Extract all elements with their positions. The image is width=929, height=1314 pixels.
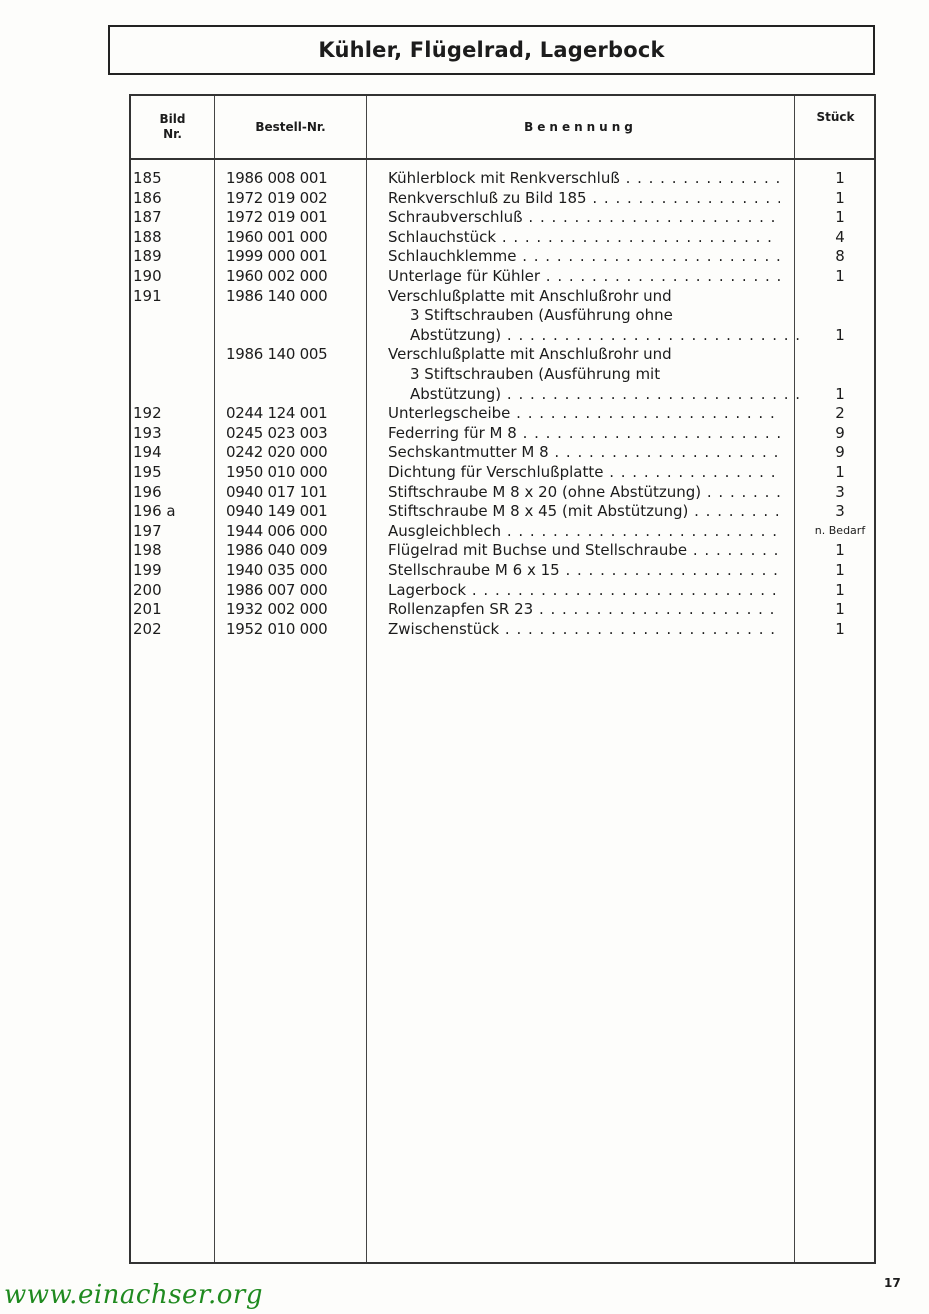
dot-leader	[687, 541, 780, 559]
header-bild-line1: Bild	[159, 112, 186, 126]
table-row	[0, 305, 929, 325]
bild-nr-cell: 185	[133, 169, 162, 187]
table-row	[0, 344, 929, 364]
benennung-text: Renkverschluß zu Bild 185	[388, 188, 587, 207]
benennung-text: Sechskantmutter M 8	[388, 443, 549, 462]
benennung-cell	[388, 482, 780, 502]
benennung-text: Schlauchklemme	[388, 247, 517, 266]
stueck-cell: 9	[835, 423, 845, 442]
benennung-text: Schlauchstück	[388, 227, 497, 246]
table-row	[0, 540, 929, 560]
stueck-cell: 1	[835, 619, 845, 638]
bestell-nr-cell: 0940 149 001	[226, 502, 328, 521]
benennung-text: Unterlegscheibe	[388, 404, 511, 423]
dot-leader	[620, 169, 780, 187]
benennung-text: Lagerbock	[388, 580, 467, 599]
header-bild-nr	[131, 96, 214, 158]
bild-nr-cell: 196 a	[133, 502, 176, 521]
benennung-text: Verschlußplatte mit Anschlußrohr und	[388, 345, 672, 364]
benennung-text: Stiftschraube M 8 x 45 (mit Abstützung)	[388, 502, 689, 521]
bestell-nr-cell: 1940 035 000	[226, 561, 328, 579]
bestell-nr-cell: 1972 019 002	[226, 188, 328, 207]
table-row	[0, 403, 929, 423]
bild-nr-cell: 196	[133, 482, 162, 501]
bestell-nr-cell: 1986 040 009	[226, 541, 328, 560]
header-bild-line2: Nr.	[163, 127, 182, 141]
page-number: 17	[884, 1276, 901, 1290]
benennung-cell	[410, 384, 802, 404]
benennung-cell	[388, 599, 780, 619]
bild-nr-cell: 201	[133, 600, 162, 619]
benennung-cell	[388, 207, 780, 227]
dot-leader	[499, 620, 780, 638]
stueck-cell: 4	[835, 227, 845, 246]
benennung-cell	[388, 462, 780, 482]
dot-leader	[603, 463, 780, 481]
table-row	[0, 168, 929, 188]
benennung-cell	[388, 286, 780, 306]
dot-leader	[501, 326, 802, 344]
bild-nr-cell: 192	[133, 404, 162, 423]
bild-nr-cell: 191	[133, 286, 162, 305]
benennung-cell	[410, 305, 802, 325]
stueck-cell: 9	[835, 443, 845, 462]
bild-nr-cell: 200	[133, 580, 162, 599]
benennung-cell	[410, 325, 802, 345]
bild-nr-cell: 190	[133, 267, 162, 285]
stueck-cell: 1	[835, 600, 845, 619]
benennung-cell	[388, 188, 780, 208]
bestell-nr-cell: 1960 002 000	[226, 267, 328, 285]
dot-leader	[516, 247, 780, 265]
benennung-text: Verschlußplatte mit Anschlußrohr und	[388, 286, 672, 305]
benennung-cell	[388, 560, 780, 580]
benennung-text: Ausgleichblech	[388, 521, 502, 540]
table-row	[0, 325, 929, 345]
bild-nr-cell: 197	[133, 521, 162, 540]
table-row	[0, 384, 929, 404]
table-row	[0, 266, 929, 286]
bild-nr-cell: 186	[133, 188, 162, 207]
bestell-nr-cell: 1986 007 000	[226, 580, 328, 599]
dot-leader	[517, 424, 780, 442]
bild-nr-cell: 198	[133, 541, 162, 560]
benennung-cell	[388, 227, 780, 247]
page-title: Kühler, Flügelrad, Lagerbock	[318, 38, 665, 62]
benennung-cell	[388, 168, 780, 188]
benennung-cell	[388, 619, 780, 639]
benennung-text: 3 Stiftschrauben (Ausführung mit	[410, 365, 661, 383]
title-box	[108, 25, 875, 75]
table-row	[0, 207, 929, 227]
bestell-nr-cell: 1952 010 000	[226, 619, 328, 638]
stueck-cell: 2	[835, 404, 845, 423]
table-row	[0, 246, 929, 266]
bestell-nr-cell: 1944 006 000	[226, 521, 328, 540]
bestell-nr-cell: 0244 124 001	[226, 404, 328, 423]
header-benennung: Benennung	[524, 119, 637, 134]
bild-nr-cell: 195	[133, 463, 162, 481]
stueck-cell: 1	[835, 325, 845, 344]
bild-nr-cell: 194	[133, 443, 162, 462]
benennung-text: Dichtung für Verschlußplatte	[388, 463, 604, 481]
table-row	[0, 501, 929, 521]
stueck-cell: 1	[835, 267, 845, 285]
stueck-cell: 1	[835, 208, 845, 227]
bestell-nr-cell: 1950 010 000	[226, 463, 328, 481]
benennung-cell	[410, 364, 802, 384]
bild-nr-cell: 188	[133, 227, 162, 246]
bild-nr-cell: 202	[133, 619, 162, 638]
header-stueck: Stück	[816, 110, 855, 124]
benennung-text: Abstützung)	[410, 325, 502, 344]
bestell-nr-cell: 1999 000 001	[226, 247, 328, 266]
table-row	[0, 482, 929, 502]
stueck-cell: 1	[835, 463, 845, 481]
bestell-nr-cell: 1932 002 000	[226, 600, 328, 619]
header-bestell-nr: Bestell-Nr.	[255, 119, 326, 134]
table-row	[0, 227, 929, 247]
bestell-nr-cell: 1986 008 001	[226, 169, 328, 187]
benennung-cell	[388, 580, 780, 600]
bild-nr-cell: 193	[133, 423, 162, 442]
benennung-text: Federring für M 8	[388, 423, 517, 442]
benennung-text: Zwischenstück	[388, 619, 500, 638]
bild-nr-cell: 189	[133, 247, 162, 266]
stueck-cell: 1	[835, 188, 845, 207]
stueck-cell: 1	[835, 541, 845, 560]
dot-leader	[688, 502, 780, 520]
dot-leader	[587, 189, 780, 207]
benennung-text: Kühlerblock mit Renkverschluß	[388, 169, 620, 187]
benennung-text: Unterlage für Kühler	[388, 267, 541, 285]
bild-nr-cell: 199	[133, 561, 162, 579]
benennung-cell	[388, 403, 780, 423]
benennung-text: Rollenzapfen SR 23	[388, 600, 534, 619]
table-row	[0, 188, 929, 208]
benennung-cell	[388, 266, 780, 286]
table-row	[0, 560, 929, 580]
dot-leader	[466, 581, 780, 599]
benennung-cell	[388, 423, 780, 443]
benennung-cell	[388, 442, 780, 462]
bestell-nr-cell: 1986 140 000	[226, 286, 328, 305]
table-row	[0, 619, 929, 639]
dot-leader	[496, 228, 780, 246]
bestell-nr-cell: 1986 140 005	[226, 345, 328, 364]
table-row	[0, 521, 929, 541]
stueck-cell: 1	[835, 580, 845, 599]
table-row	[0, 599, 929, 619]
stueck-cell: 8	[835, 247, 845, 266]
dot-leader	[533, 600, 780, 618]
dot-leader	[501, 522, 780, 540]
benennung-cell	[388, 246, 780, 266]
dot-leader	[549, 443, 780, 461]
stueck-cell: 1	[835, 169, 845, 187]
dot-leader	[501, 385, 802, 403]
bestell-nr-cell: 0245 023 003	[226, 423, 328, 442]
bestell-nr-cell: 1960 001 000	[226, 227, 328, 246]
benennung-cell	[388, 344, 780, 364]
footer-url: www.einachser.org	[4, 1280, 263, 1310]
benennung-cell	[388, 521, 780, 541]
benennung-cell	[388, 540, 780, 560]
stueck-cell: 3	[835, 502, 845, 521]
benennung-text: Flügelrad mit Buchse und Stellschraube	[388, 541, 688, 560]
stueck-cell: 1	[835, 561, 845, 579]
bestell-nr-cell: 0940 017 101	[226, 482, 328, 501]
stueck-cell: 3	[835, 482, 845, 501]
table-row	[0, 364, 929, 384]
benennung-cell	[388, 501, 780, 521]
bestell-nr-cell: 1972 019 001	[226, 208, 328, 227]
dot-leader	[540, 267, 780, 285]
benennung-text: 3 Stiftschrauben (Ausführung ohne	[410, 306, 673, 325]
dot-leader	[523, 208, 780, 226]
benennung-text: Schraubverschluß	[388, 208, 523, 227]
header-divider	[131, 158, 874, 160]
dot-leader	[510, 404, 780, 422]
dot-leader	[701, 483, 780, 501]
table-row	[0, 286, 929, 306]
benennung-text: Abstützung)	[410, 384, 502, 403]
bestell-nr-cell: 0242 020 000	[226, 443, 328, 462]
benennung-text: Stellschraube M 6 x 15	[388, 561, 560, 579]
stueck-cell: 1	[835, 384, 845, 403]
table-row	[0, 423, 929, 443]
dot-leader	[560, 561, 780, 579]
table-row	[0, 580, 929, 600]
table-row	[0, 442, 929, 462]
stueck-cell: n. Bedarf	[814, 523, 866, 537]
bild-nr-cell: 187	[133, 208, 162, 227]
benennung-text: Stiftschraube M 8 x 20 (ohne Abstützung)	[388, 482, 702, 501]
table-row	[0, 462, 929, 482]
